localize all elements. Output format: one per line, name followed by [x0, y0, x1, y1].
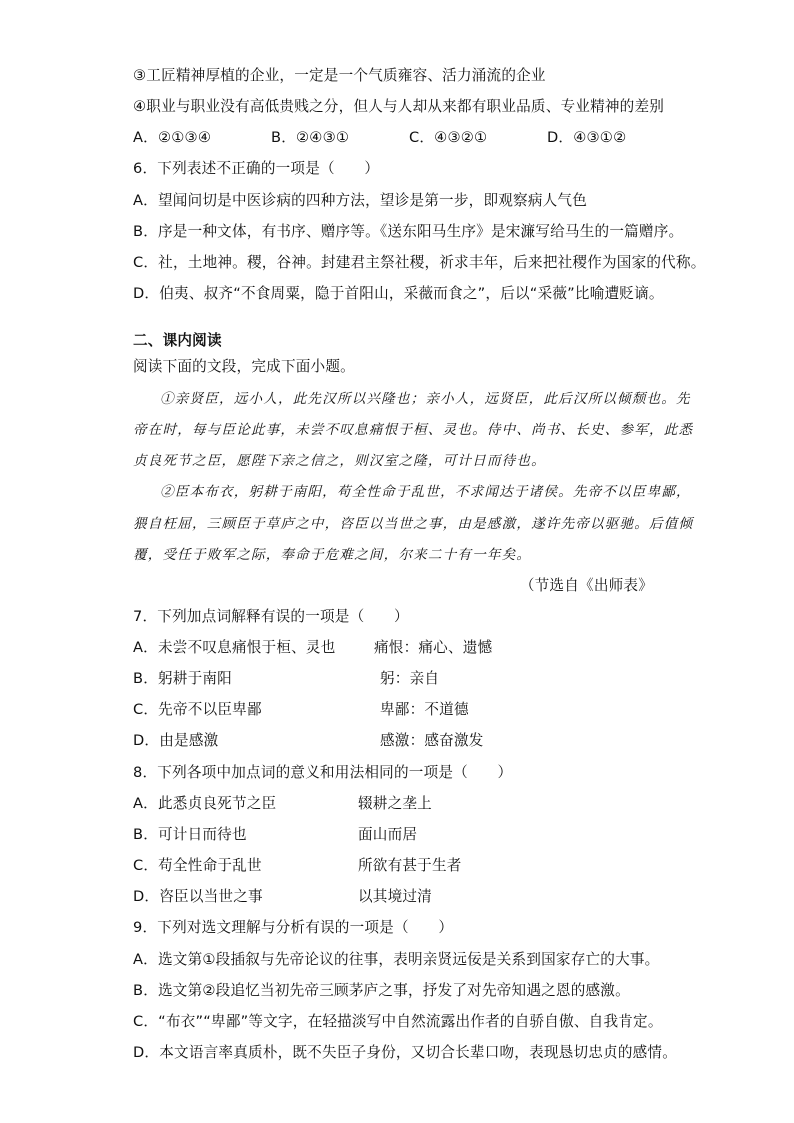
q7-option-d-gloss: 感激：感奋激发 — [380, 732, 484, 749]
q8-option-b — [133, 826, 533, 844]
q6-option-d: D．伯夷、叔齐“不食周粟，隐于首阳山，采薇而食之”，后以“采薇”比喻遭贬谪。 — [133, 285, 664, 302]
q5-option-a: A．②①③④ — [133, 129, 212, 146]
q7-option-a — [133, 639, 533, 657]
statement-4: ④职业与职业没有高低贵贱之分，但人与人却从来都有职业品质、专业精神的差别 — [133, 98, 665, 115]
q6-stem: 6．下列表述不正确的一项是（ ） — [133, 160, 380, 177]
q5-option-b: B．②④③① — [271, 129, 350, 146]
q8-option-b-right: 面山而居 — [358, 826, 418, 843]
q8-option-c — [133, 857, 533, 875]
q7-option-d — [133, 732, 533, 750]
passage-line-2: 帝在时，每与臣论此事，未尝不叹息痛恨于桓、灵也。侍中、尚书、长史、参军，此悉 — [133, 422, 694, 438]
q8-option-b-left: B．可计日而待也 — [133, 826, 247, 843]
q5-option-d: D．④③①② — [547, 129, 627, 146]
q8-option-a-right: 辍耕之垄上 — [358, 795, 432, 812]
section-title: 二、课内阅读 — [133, 332, 222, 349]
q5-option-c: C．④③②① — [409, 129, 488, 146]
passage-line-6: 覆，受任于败军之际，奉命于危难之间，尔来二十有一年矣。 — [133, 547, 532, 563]
q7-option-c-text: C．先帝不以臣卑鄙 — [133, 701, 262, 718]
passage-line-1: ①亲贤臣，远小人，此先汉所以兴隆也；亲小人，远贤臣，此后汉所以倾颓也。先 — [160, 391, 691, 407]
q7-option-b-text: B．躬耕于南阳 — [133, 670, 232, 687]
q7-option-a-gloss: 痛恨：痛心、遗憾 — [374, 639, 493, 656]
q8-option-d-left: D．咨臣以当世之事 — [133, 888, 263, 905]
q7-option-b-gloss: 躬：亲自 — [380, 670, 440, 687]
passage-line-3: 贞良死节之臣，愿陛下亲之信之，则汉室之隆，可计日而待也。 — [133, 453, 546, 469]
section-instruction: 阅读下面的文段，完成下面小题。 — [133, 358, 355, 375]
q6-option-c: C．社，土地神。稷，谷神。封建君主祭社稷，祈求丰年，后来把社稷作为国家的代称。 — [133, 254, 706, 271]
q8-option-c-left: C．苟全性命于乱世 — [133, 857, 262, 874]
q7-option-c — [133, 701, 533, 719]
q9-option-d: D．本文语言率真质朴，既不失臣子身份，又切合长辈口吻，表现恳切忠贞的感情。 — [133, 1044, 678, 1061]
statement-3: ③工匠精神厚植的企业，一定是一个气质雍容、活力涌流的企业 — [133, 67, 546, 84]
q6-option-b: B．序是一种文体，有书序、赠序等。《送东阳马生序》是宋濂写给马生的一篇赠序。 — [133, 223, 684, 240]
q8-option-a — [133, 795, 533, 813]
passage-line-4: ②臣本布衣，躬耕于南阳，苟全性命于乱世，不求闻达于诸侯。先帝不以臣卑鄙， — [160, 484, 691, 500]
q7-stem: 7．下列加点词解释有误的一项是（ ） — [133, 608, 409, 625]
passage-line-5: 猥自枉屈，三顾臣于草庐之中，咨臣以当世之事，由是感激，遂许先帝以驱驰。后值倾 — [133, 516, 694, 532]
q6-option-a: A．望闻问切是中医诊病的四种方法，望诊是第一步，即观察病人气色 — [133, 192, 587, 209]
q9-stem: 9．下列对选文理解与分析有误的一项是（ ） — [133, 919, 454, 936]
q7-option-b — [133, 670, 533, 688]
q7-option-a-text: A．未尝不叹息痛恨于桓、灵也 — [133, 639, 336, 656]
q9-option-c: C．“布衣”“卑鄙”等文字，在轻描淡写中自然流露出作者的自骄自傲、自我肯定。 — [133, 1013, 663, 1030]
q7-option-d-text: D．由是感激 — [133, 732, 219, 749]
q8-option-d-right: 以其境过清 — [358, 888, 432, 905]
q8-option-a-left: A．此悉贞良死节之臣 — [133, 795, 277, 812]
q7-option-c-gloss: 卑鄙：不道德 — [380, 701, 469, 718]
passage-source: （节选自《出师表》 — [519, 577, 653, 594]
q9-option-a: A．选文第①段插叙与先帝论议的往事，表明亲贤远佞是关系到国家存亡的大事。 — [133, 951, 660, 968]
q8-stem: 8．下列各项中加点词的意义和用法相同的一项是（ ） — [133, 764, 513, 781]
q8-option-d — [133, 888, 533, 906]
q9-option-b: B．选文第②段追忆当初先帝三顾茅庐之事，抒发了对先帝知遇之恩的感激。 — [133, 982, 630, 999]
q8-option-c-right: 所欲有甚于生者 — [358, 857, 462, 874]
